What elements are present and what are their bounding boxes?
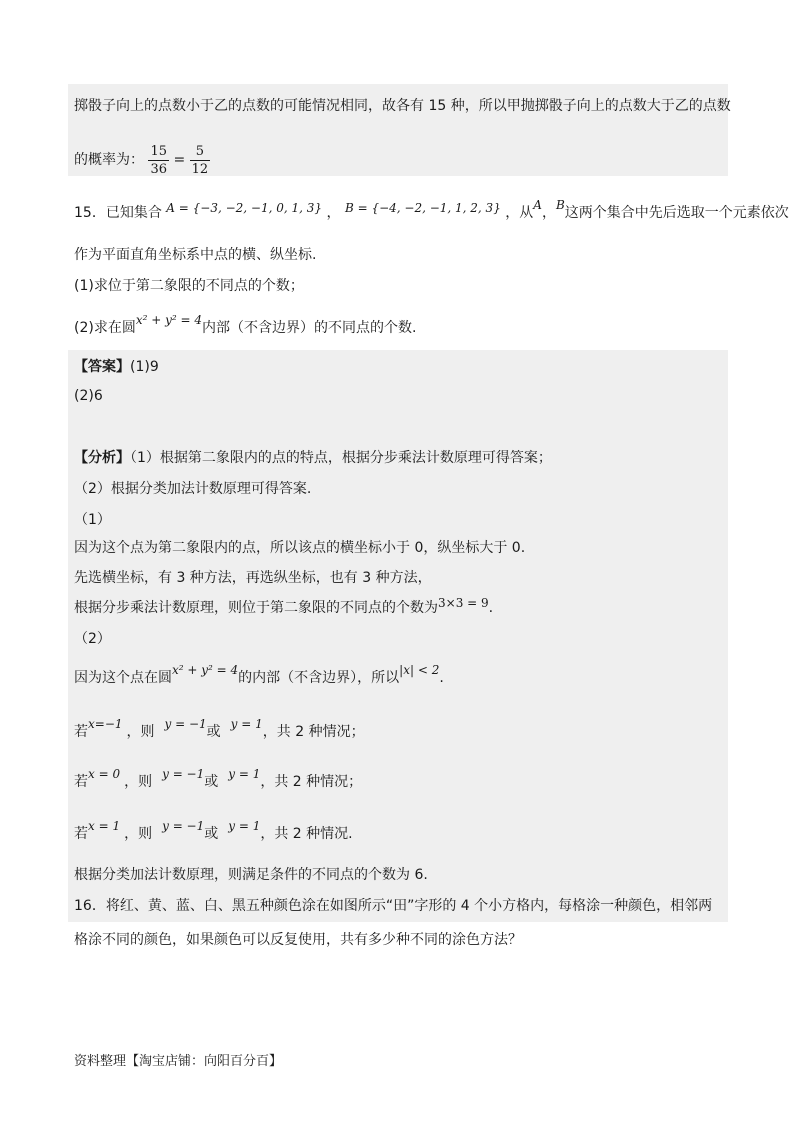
q16-line-1: 16．将红、黄、蓝、白、黑五种颜色涂在如图所示“田”字形的 4 个小方格内，每格涂一种颜色，相邻两 xyxy=(74,898,713,914)
analysis-label: 【分析】 xyxy=(74,450,130,466)
conclusion: 根据分类加法计数原理，则满足条件的不同点的个数为 6. xyxy=(74,867,428,883)
set-b: B = {−4, −2, −1, 1, 2, 3} xyxy=(344,201,501,215)
case-3: 若x = 1 ，则 y = −1或 y = 1，共 2 种情况. xyxy=(74,819,353,842)
abs-inequality: |x| < 2 xyxy=(399,663,440,677)
part1-line-2: 先选横坐标，有 3 种方法，再选纵坐标，也有 3 种方法， xyxy=(74,570,432,586)
q15-rest: 这两个集合中先后选取一个元素依次 xyxy=(564,205,789,221)
continuation-line-1 xyxy=(74,96,731,116)
answer-1: (1)9 xyxy=(130,359,159,375)
answer-line-2: (2)6 xyxy=(74,388,103,404)
q15-line-2: 作为平面直角坐标系中点的横、纵坐标. xyxy=(74,247,317,263)
case-1: 若x=−1 ，则 y = −1或 y = 1，共 2 种情况； xyxy=(74,717,365,740)
page-footer: 资料整理【淘宝店铺：向阳百分百】 xyxy=(74,1054,283,1069)
q15-line-1: 15．已知集合 A = {−3, −2, −1, 0, 1, 3} ， B = {−4, −2, −1, 1, 2, 3} ，从A，B这两个集合中先后选取一个元素依次 xyxy=(74,198,789,221)
label-a: A xyxy=(533,198,542,212)
q15-part-2: (2)求在圆x² + y² = 4内部（不含边界）的不同点的个数. xyxy=(74,313,417,336)
probability-label: 的概率为： xyxy=(74,152,144,168)
equals-sign: = xyxy=(173,152,186,168)
part1-line-3: 根据分步乘法计数原理，则位于第二象限的不同点的个数为3×3 = 9. xyxy=(74,596,494,616)
analysis-line-1: 【分析】（1）根据第二象限内的点的特点，根据分步乘法计数原理可得答案； xyxy=(74,450,552,466)
circle-equation: x² + y² = 4 xyxy=(135,313,203,327)
part2-line-1: 因为这个点在圆x² + y² = 4的内部（不含边界），所以|x| < 2. xyxy=(74,663,444,686)
set-a: A = {−3, −2, −1, 0, 1, 3} xyxy=(166,201,323,215)
circle-equation-2: x² + y² = 4 xyxy=(172,663,239,677)
analysis-line-2: （2）根据分类加法计数原理可得答案. xyxy=(74,481,312,497)
q15-prefix: 15．已知集合 xyxy=(74,205,162,221)
part2-heading: （2） xyxy=(74,631,111,647)
answer-line-1 xyxy=(74,357,159,377)
q15-part-1: (1)求位于第二象限的不同点的个数； xyxy=(74,278,304,294)
product-equation: 3×3 = 9 xyxy=(438,596,489,610)
continuation-text-1: 掷骰子向上的点数小于乙的点数的可能情况相同，故各有 15 种，所以甲抛掷骰子向上的点数大于乙的点数 xyxy=(74,98,731,114)
fraction-5-12: $\frac{5}{12}$ xyxy=(191,143,209,177)
part1-heading: （1） xyxy=(74,512,111,528)
part1-line-1: 因为这个点为第二象限内的点，所以该点的横坐标小于 0，纵坐标大于 0. xyxy=(74,540,526,556)
continuation-line-2 xyxy=(74,140,210,180)
fraction-15-36: $\frac{15}{36}$ xyxy=(150,143,167,177)
case-2: 若x = 0 ，则 y = −1或 y = 1，共 2 种情况； xyxy=(74,767,363,790)
q16-line-2: 格涂不同的颜色，如果颜色可以反复使用，共有多少种不同的涂色方法？ xyxy=(74,932,522,948)
label-b: B xyxy=(555,198,565,212)
answer-label: 【答案】 xyxy=(74,359,130,375)
